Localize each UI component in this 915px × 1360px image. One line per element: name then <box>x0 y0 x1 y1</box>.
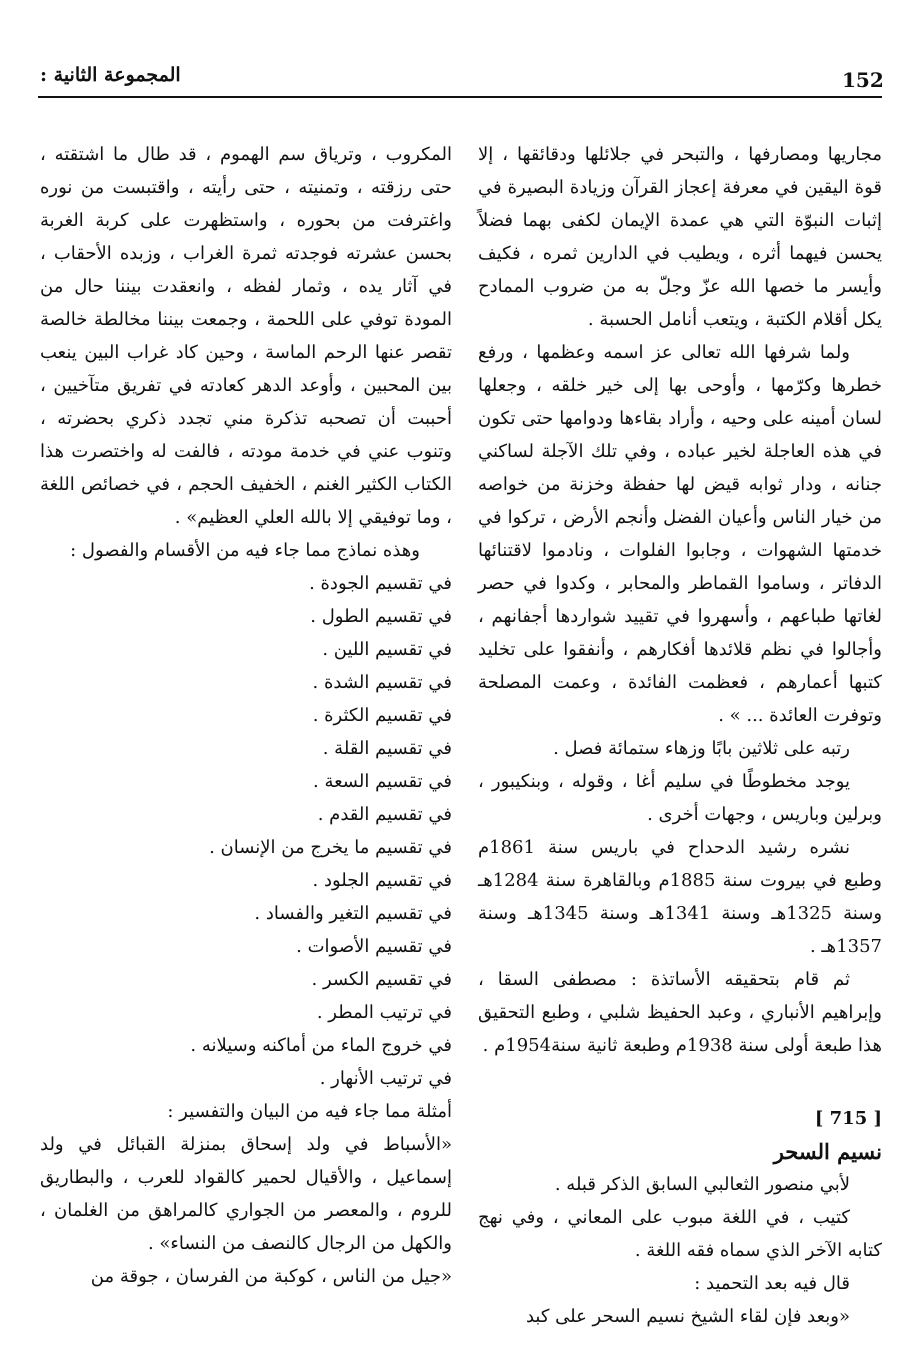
list-item: في ترتيب الأنهار . <box>319 1068 452 1089</box>
example-paragraph: «جيل من الناس ، كوكبة من الفرسان ، جوقة من <box>90 1266 452 1287</box>
entry-paragraph: «وبعد فإن لقاء الشيخ نسيم السحر على كبد <box>525 1306 850 1327</box>
left-column <box>40 138 452 1293</box>
list-item: في خروج الماء من أماكنه وسيلانه . <box>190 1035 452 1056</box>
entry-number: [ 715 ] <box>814 1108 882 1129</box>
header-rule <box>38 96 882 98</box>
body-paragraph: ثم قام بتحقيقه الأساتذة : مصطفى السقا ، وإبراهيم الأنباري ، وعبد الحفيظ شلبي ، وطبع التحقيق هذا طبعة أولى سنة 1938م وطبعة ثانية سنة1954م . <box>478 969 882 1056</box>
body-paragraph: مجاريها ومصارفها ، والتبحر في جلائلها ودقائقها ، إلا قوة اليقين في معرفة إعجاز القرآن وزيادة البصيرة في إثبات النبوّة التي هي عمدة الإيمان لكفى بهما فضلاً يحسن فيهما أثره ، ويطيب في الدارين ثمره ، فكيف وأيسر ما خصها الله عزّ وجلّ به من ضروب الممادح يكل أقلام الكتبة ، ويتعب أنامل الحسبة . <box>478 144 882 330</box>
body-paragraph: المكروب ، وترياق سم الهموم ، قد طال ما اشتقته ، حتى رزقته ، وتمنيته ، حتى رأيته ، واقتبست من نوره واغترفت من بحوره ، واستظهرت على كربة الغربة بحسن عشرته فوجدته ثمرة الغراب ، وزبده الأحقاب ، في آثار يده ، وثمار لفظه ، وانعقدت بيننا حال من المودة توفي على اللحمة ، وجمعت بيننا مخالطة خالصة تقصر عنها الرحم الماسة ، وحين كاد غراب البين ينعب بين المحبين ، وأوعد الدهر كعادته في تفريق متآخيين ، أحببت أن تصحبه تذكرة مني تجدد ذكري بحضرته ، وتنوب عني في خدمة مودته ، فالفت له واختصرت هذا الكتاب الكثير الغنم ، الخفيف الحجم ، في خصائص اللغة ، وما توفيقي إلا بالله العلي العظيم» . <box>40 144 452 528</box>
list-item: في تقسيم الأصوات . <box>296 936 452 957</box>
body-paragraph: يوجد مخطوطًا في سليم أغا ، وقوله ، وبنكيبور ، وبرلين وباريس ، وجهات أخرى . <box>478 771 882 825</box>
entry-paragraph: لأبي منصور الثعالبي السابق الذكر قبله . <box>554 1174 850 1195</box>
list-item: في تقسيم الشدة . <box>312 672 452 693</box>
list-item: في تقسيم اللين . <box>322 639 452 660</box>
entry-paragraph: كتيب ، في اللغة مبوب على المعاني ، وفي نهج كتابه الآخر الذي سماه فقه اللغة . <box>478 1207 882 1261</box>
entry-paragraph: قال فيه بعد التحميد : <box>694 1273 850 1294</box>
page-number: 152 <box>842 68 884 92</box>
body-paragraph: نشره رشيد الدحداح في باريس سنة 1861م وطبع في بيروت سنة 1885م وبالقاهرة سنة 1284هـ وسنة 1325هـ وسنة 1341هـ وسنة 1345هـ وسنة 1357هـ . <box>478 837 883 957</box>
list-item: في تقسيم التغير والفساد . <box>254 903 452 924</box>
list-intro: وهذه نماذج مما جاء فيه من الأقسام والفصول : <box>70 540 420 561</box>
sections-list <box>40 567 452 1095</box>
right-column <box>478 138 882 1333</box>
list-item: في تقسيم القدم . <box>317 804 452 825</box>
list-item: في تقسيم الكثرة . <box>312 705 452 726</box>
list-item: في تقسيم السعة . <box>313 771 452 792</box>
example-paragraph: «الأسباط في ولد إسحاق بمنزلة القبائل في ولد إسماعيل ، والأقيال لحمير كالقواد للعرب ، والبطاريق للروم ، والمعصر من الجواري كالمراهق من الغلمان ، والكهل من الرجال كالنصف من النساء» . <box>40 1134 452 1254</box>
examples-intro: أمثلة مما جاء فيه من البيان والتفسير : <box>167 1101 452 1122</box>
list-item: في تقسيم الجودة . <box>309 573 452 594</box>
entry-title: نسيم السحر <box>773 1139 882 1164</box>
list-item: في تقسيم ما يخرج من الإنسان . <box>209 837 452 858</box>
list-item: في تقسيم القلة . <box>322 738 452 759</box>
list-item: في تقسيم الطول . <box>310 606 452 627</box>
running-title: المجموعة الثانية : <box>40 64 181 86</box>
body-paragraph: ولما شرفها الله تعالى عز اسمه وعظمها ، ورفع خطرها وكرّمها ، وأوحى بها إلى خير خلقه ، وجعلها لسان أمينه على وحيه ، وأراد بقاءها ودوامها حتى تكون في هذه العاجلة لخير عباده ، وفي تلك الآجلة لساكني جنانه ، ودار ثوابه قيض لها حفظة وخزنة من خواصه من خيار الناس وأعيان الفضل وأنجم الأرض ، تركوا في خدمتها الشهوات ، وجابوا الفلوات ، ونادموا لاقتنائها الدفاتر ، وساموا القماطر والمحابر ، وكدوا في حصر لغاتها طباعهم ، وأسهروا في تقييد شواردها أجفانهم ، وأجالوا في نظم قلائدها أفكارهم ، وأنفقوا على تخليد كتبها أعمارهم ، فعظمت الفائدة ، وعمت المصلحة وتوفرت العائدة ... » . <box>478 342 882 726</box>
list-item: في تقسيم الكسر . <box>311 969 452 990</box>
list-item: في تقسيم الجلود . <box>312 870 452 891</box>
list-item: في ترتيب المطر . <box>316 1002 452 1023</box>
body-paragraph: رتبه على ثلاثين بابًا وزهاء ستمائة فصل . <box>553 738 850 759</box>
